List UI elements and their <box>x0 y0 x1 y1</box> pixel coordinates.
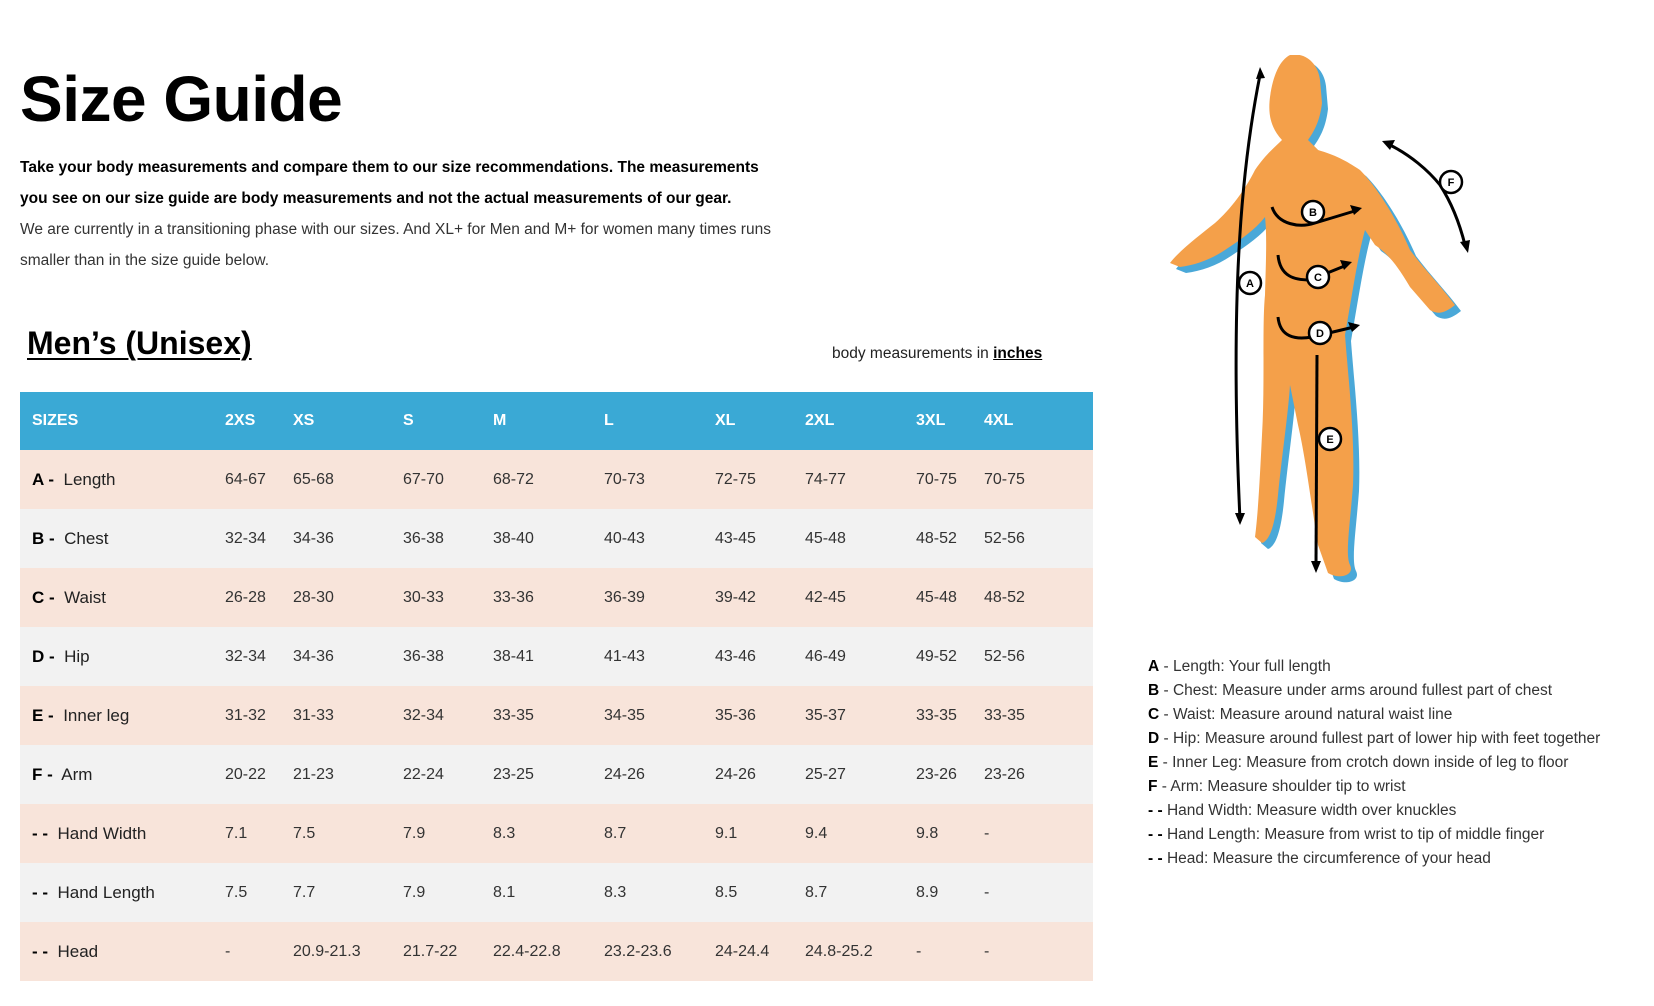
header-size-2: XS <box>281 392 391 450</box>
row-label <box>20 686 213 745</box>
row-label <box>20 745 213 804</box>
table-row <box>20 686 1093 745</box>
legend-item <box>1148 727 1600 751</box>
table-cell: 34-36 <box>281 627 391 686</box>
row-label-text: Inner leg <box>63 705 130 725</box>
table-cell: 72-75 <box>703 450 793 509</box>
row-label-text: Hip <box>64 646 90 666</box>
table-cell: 22.4-22.8 <box>481 922 592 981</box>
legend-text: - Arm: Measure shoulder tip to wrist <box>1157 778 1406 795</box>
table-row <box>20 804 1093 863</box>
table-cell: 24-24.4 <box>703 922 793 981</box>
intro-note-text: We are currently in a transitioning phase with our sizes. And XL+ for Men and M+ for women many times runs smaller than in the size guide below. <box>20 221 771 269</box>
header-size-4: M <box>481 392 592 450</box>
table-cell: 20-22 <box>213 745 281 804</box>
row-label-text: Head <box>57 941 99 961</box>
legend-text: - Chest: Measure under arms around fullest part of chest <box>1159 682 1553 699</box>
row-label-text: Chest <box>64 528 109 548</box>
legend-text: - Inner Leg: Measure from crotch down inside of leg to floor <box>1158 754 1569 771</box>
table-cell: 70-73 <box>592 450 703 509</box>
table-cell: 70-75 <box>904 450 972 509</box>
table-cell: 21-23 <box>281 745 391 804</box>
table-cell: 9.4 <box>793 804 904 863</box>
table-cell: 7.1 <box>213 804 281 863</box>
table-cell: 22-24 <box>391 745 481 804</box>
table-cell: 23.2-23.6 <box>592 922 703 981</box>
header-size-9: 4XL <box>972 392 1093 450</box>
row-label-text: Hand Length <box>57 882 155 902</box>
table-cell: 9.1 <box>703 804 793 863</box>
legend-item <box>1148 847 1600 871</box>
table-cell: - <box>972 922 1093 981</box>
marker-f <box>1440 171 1462 193</box>
table-cell: 39-42 <box>703 568 793 627</box>
units-prefix: body measurements in <box>832 345 989 362</box>
row-label <box>20 627 213 686</box>
header-size-6: XL <box>703 392 793 450</box>
table-cell: 45-48 <box>793 509 904 568</box>
table-cell: 42-45 <box>793 568 904 627</box>
header-size-1: 2XS <box>213 392 281 450</box>
row-label <box>20 568 213 627</box>
legend-item <box>1148 775 1600 799</box>
table-cell: 24-26 <box>703 745 793 804</box>
table-row <box>20 922 1093 981</box>
row-key: B - <box>32 528 55 548</box>
table-cell: 31-32 <box>213 686 281 745</box>
table-cell: 28-30 <box>281 568 391 627</box>
table-cell: 7.5 <box>281 804 391 863</box>
table-cell: 25-27 <box>793 745 904 804</box>
row-label <box>20 804 213 863</box>
table-cell: 26-28 <box>213 568 281 627</box>
table-cell: 8.1 <box>481 863 592 922</box>
header-sizes: SIZES <box>20 392 213 450</box>
legend-text: Hand Length: Measure from wrist to tip of middle finger <box>1162 826 1545 843</box>
legend-key: C <box>1148 706 1160 723</box>
table-cell: - <box>904 922 972 981</box>
table-cell: 31-33 <box>281 686 391 745</box>
table-cell: 64-67 <box>213 450 281 509</box>
header-size-8: 3XL <box>904 392 972 450</box>
table-cell: 8.5 <box>703 863 793 922</box>
row-label-text: Hand Width <box>57 823 147 843</box>
table-cell: 7.7 <box>281 863 391 922</box>
header-size-7: 2XL <box>793 392 904 450</box>
legend-key: - - <box>1148 802 1163 819</box>
row-label-text: Arm <box>61 764 93 784</box>
marker-label: A <box>1246 278 1254 290</box>
legend-key: - - <box>1148 826 1163 843</box>
row-label-text: Waist <box>64 587 106 607</box>
row-key: - - <box>32 823 49 843</box>
table-cell: 7.5 <box>213 863 281 922</box>
intro-text <box>20 152 780 276</box>
legend-key: A <box>1148 658 1160 675</box>
marker-label: E <box>1326 434 1334 446</box>
table-cell: 32-34 <box>213 627 281 686</box>
table-cell: 23-26 <box>972 745 1093 804</box>
marker-label: B <box>1309 207 1317 219</box>
table-cell: 48-52 <box>972 568 1093 627</box>
table-cell: 52-56 <box>972 627 1093 686</box>
table-cell: 24.8-25.2 <box>793 922 904 981</box>
table-cell: 21.7-22 <box>391 922 481 981</box>
table-cell: 74-77 <box>793 450 904 509</box>
table-cell: 33-35 <box>972 686 1093 745</box>
row-key: A - <box>32 469 55 489</box>
table-cell: 52-56 <box>972 509 1093 568</box>
table-cell: 32-34 <box>391 686 481 745</box>
table-cell: 36-38 <box>391 509 481 568</box>
table-cell: 38-40 <box>481 509 592 568</box>
table-cell: 33-35 <box>904 686 972 745</box>
table-cell: 7.9 <box>391 804 481 863</box>
table-cell: 43-45 <box>703 509 793 568</box>
header-size-5: L <box>592 392 703 450</box>
table-cell: - <box>972 804 1093 863</box>
legend-item <box>1148 703 1600 727</box>
legend-key: B <box>1148 682 1160 699</box>
row-label <box>20 509 213 568</box>
marker-label: F <box>1447 177 1455 189</box>
table-header-row <box>20 392 1093 450</box>
row-key: F - <box>32 764 53 784</box>
table-cell: 8.7 <box>592 804 703 863</box>
table-cell: 35-37 <box>793 686 904 745</box>
legend-item <box>1148 799 1600 823</box>
table-cell: 9.8 <box>904 804 972 863</box>
size-table <box>20 392 1093 981</box>
table-cell: 23-26 <box>904 745 972 804</box>
legend-item <box>1148 679 1600 703</box>
table-cell: 7.9 <box>391 863 481 922</box>
row-label-text: Length <box>63 469 116 489</box>
table-cell: 46-49 <box>793 627 904 686</box>
legend-key: - - <box>1148 850 1163 867</box>
row-label <box>20 863 213 922</box>
marker-e <box>1319 428 1341 450</box>
legend-key: F <box>1148 778 1158 795</box>
table-row <box>20 568 1093 627</box>
table-cell: 35-36 <box>703 686 793 745</box>
table-row <box>20 509 1093 568</box>
legend-text: Hand Width: Measure width over knuckles <box>1162 802 1457 819</box>
legend-text: - Waist: Measure around natural waist line <box>1159 706 1453 723</box>
table-row <box>20 627 1093 686</box>
table-cell: 8.3 <box>481 804 592 863</box>
section-title: Men’s (Unisex) <box>27 325 252 361</box>
table-cell: 70-75 <box>972 450 1093 509</box>
table-cell: 24-26 <box>592 745 703 804</box>
marker-c <box>1307 266 1329 288</box>
table-cell: 36-38 <box>391 627 481 686</box>
table-cell: 32-34 <box>213 509 281 568</box>
legend-item <box>1148 655 1600 679</box>
table-cell: - <box>213 922 281 981</box>
table-cell: 49-52 <box>904 627 972 686</box>
legend-key: E <box>1148 754 1159 771</box>
table-cell: 65-68 <box>281 450 391 509</box>
row-key: - - <box>32 941 49 961</box>
header-size-3: S <box>391 392 481 450</box>
row-key: C - <box>32 587 55 607</box>
legend-text: - Hip: Measure around fullest part of lower hip with feet together <box>1159 730 1601 747</box>
table-cell: 40-43 <box>592 509 703 568</box>
row-label <box>20 922 213 981</box>
table-cell: 33-35 <box>481 686 592 745</box>
table-cell: 41-43 <box>592 627 703 686</box>
marker-d <box>1309 322 1331 344</box>
legend-key: D <box>1148 730 1160 747</box>
table-cell: 30-33 <box>391 568 481 627</box>
legend-item <box>1148 823 1600 847</box>
marker-b <box>1302 201 1324 223</box>
legend-text: - Length: Your full length <box>1159 658 1331 675</box>
intro-bold-text: Take your body measurements and compare them to our size recommendations. The measurements you see on our size guide are body measurements and not the actual measurements of our gear. <box>20 159 759 207</box>
table-row <box>20 863 1093 922</box>
body-figure <box>1170 55 1530 615</box>
measurement-legend <box>1148 655 1600 871</box>
marker-label: D <box>1316 328 1324 340</box>
table-cell: 8.7 <box>793 863 904 922</box>
marker-a <box>1239 272 1261 294</box>
legend-text: Head: Measure the circumference of your head <box>1162 850 1491 867</box>
row-key: E - <box>32 705 54 725</box>
marker-label: C <box>1314 272 1322 284</box>
table-cell: 8.9 <box>904 863 972 922</box>
table-cell: 48-52 <box>904 509 972 568</box>
table-cell: 34-35 <box>592 686 703 745</box>
table-cell: 23-25 <box>481 745 592 804</box>
page-title: Size Guide <box>20 63 343 135</box>
table-row <box>20 450 1093 509</box>
table-cell: 8.3 <box>592 863 703 922</box>
table-cell: 20.9-21.3 <box>281 922 391 981</box>
units-note <box>832 345 1042 363</box>
table-cell: 33-36 <box>481 568 592 627</box>
table-cell: 67-70 <box>391 450 481 509</box>
table-cell: 36-39 <box>592 568 703 627</box>
row-key: D - <box>32 646 55 666</box>
table-cell: 38-41 <box>481 627 592 686</box>
table-cell: - <box>972 863 1093 922</box>
units-link[interactable]: inches <box>993 345 1043 362</box>
table-cell: 45-48 <box>904 568 972 627</box>
table-cell: 43-46 <box>703 627 793 686</box>
row-label <box>20 450 213 509</box>
row-key: - - <box>32 882 49 902</box>
table-cell: 68-72 <box>481 450 592 509</box>
table-row <box>20 745 1093 804</box>
table-cell: 34-36 <box>281 509 391 568</box>
legend-item <box>1148 751 1600 775</box>
